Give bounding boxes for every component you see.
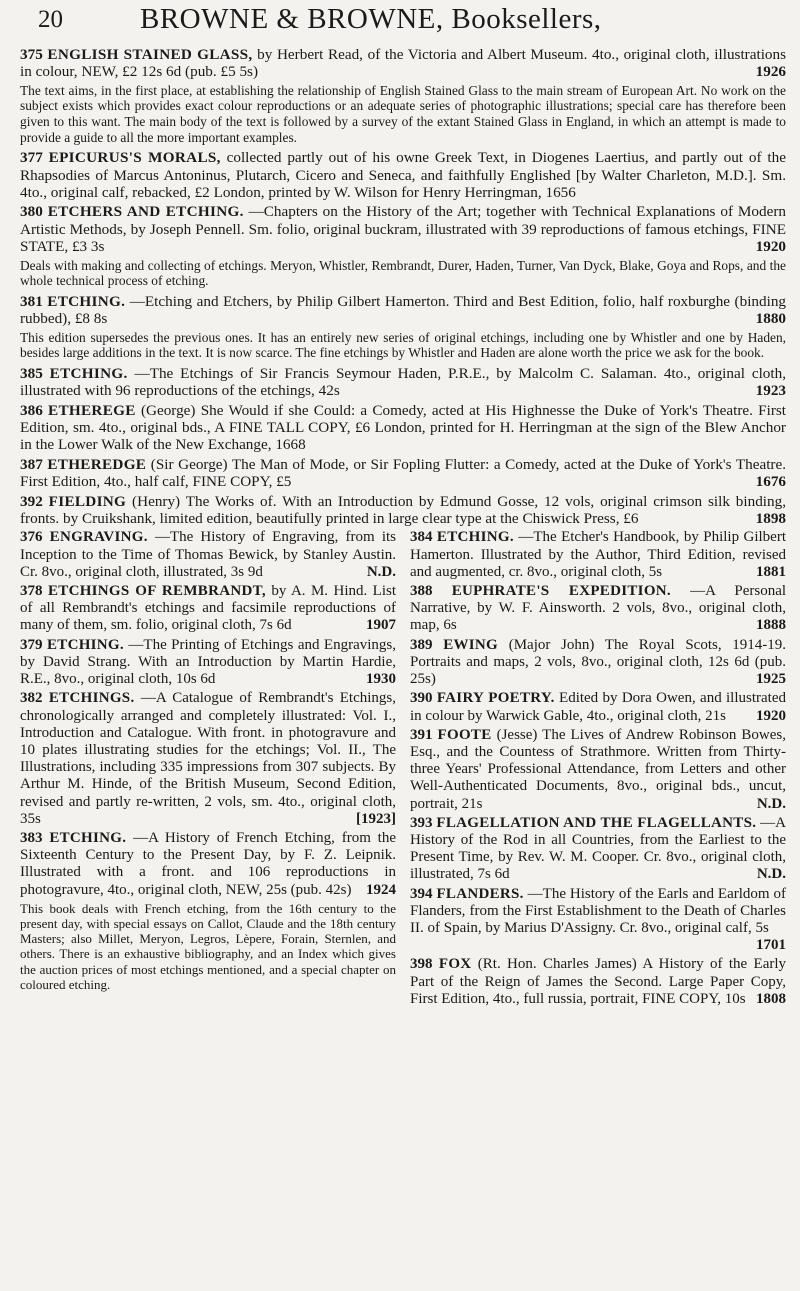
entry-title: FLAGELLATION AND THE FLAGELLANTS. bbox=[436, 814, 757, 831]
entry-title: ETCHINGS OF REMBRANDT, bbox=[47, 583, 266, 600]
entry-year: N.D. bbox=[366, 563, 396, 580]
catalogue-entry bbox=[20, 690, 396, 828]
entry-title: ETHEREDGE bbox=[47, 455, 147, 473]
entry-year: [1923] bbox=[356, 810, 396, 827]
lot-number: 390 bbox=[410, 690, 433, 707]
entry-note: This edition supersedes the previous ones. It has an entirely new series of original etchings, including one by Whistler and one by Haden, besides large additions in the text. It is now scarce. The fine etchings by Whistler and Haden are alone worth the price we ask for the book. bbox=[20, 329, 786, 361]
entry-year: 1808 bbox=[756, 990, 786, 1007]
entry-title: ETCHERS AND ETCHING. bbox=[47, 203, 244, 221]
full-width-entries bbox=[20, 46, 786, 527]
entry-year: 1925 bbox=[756, 671, 786, 688]
entry-description: —Chapters on the History of the Art; together with Technical Explanations of Modern Artistic Methods, by Joseph Pennell. Sm. folio, original buckram, illustrated with 39 reproductions of famous etchings, FINE STATE, £3 3s bbox=[20, 203, 787, 256]
entry-title: FLANDERS. bbox=[436, 885, 524, 902]
entry-description: —The Etcher's Handbook, by Philip Gilbert Hamerton. Illustrated by the Author, Third Edition, revised and augmented, cr. 8vo., original cloth, 5s bbox=[410, 529, 787, 580]
entry-year: 1880 bbox=[755, 310, 786, 328]
catalogue-entry bbox=[20, 293, 786, 328]
entry-description: —The History of the Earls and Earldom of Flanders, from the First Establishment to the Death of Charles II. of Spain, by Marius D'Assigny. Cr. 8vo., original calf, 5s bbox=[410, 885, 786, 936]
catalogue-entry bbox=[20, 46, 786, 81]
entry-year: N.D. bbox=[756, 795, 786, 812]
entry-year: 1701 bbox=[756, 937, 786, 954]
entry-year: N.D. bbox=[756, 866, 786, 883]
two-column-section bbox=[20, 529, 786, 1009]
catalogue-entry bbox=[410, 529, 786, 581]
entry-note: This book deals with French etching, from the 16th century to the present day, with special essays on Callot, Claude and the 18th century Masters; also Millet, Meryon, Legros, Lèpere, Forain, Sternlen, and others. There is an exhaustive bibliography, and an Index which gives the auction prices of most etchings mentioned, and a special chapter on coloured etching. bbox=[20, 900, 396, 992]
entry-title: ETCHINGS. bbox=[48, 690, 135, 707]
catalogue-entry bbox=[410, 815, 786, 884]
entry-year: 1898 bbox=[755, 510, 786, 528]
entry-title: EPICURUS'S MORALS, bbox=[48, 149, 221, 167]
entry-year: 1907 bbox=[366, 617, 396, 634]
entry-description: Edited by Dora Owen, and illustrated in colour by Warwick Gable, 4to., original cloth, 21s bbox=[410, 690, 786, 724]
entry-description: —A History of the Rod in all Countries, from the Earliest to the Present Time, by Rev. W. M. Cooper. Cr. 8vo., original cloth, illustrated, 7s 6d bbox=[410, 814, 787, 883]
entry-description: —Etching and Etchers, by Philip Gilbert Hamerton. Third and Best Edition, folio, half roxburghe (binding rubbed), £8 8s bbox=[20, 292, 787, 328]
catalogue-entry bbox=[410, 886, 786, 955]
lot-number: 385 bbox=[20, 364, 43, 382]
lot-number: 394 bbox=[410, 885, 433, 902]
catalogue-entry bbox=[410, 727, 786, 813]
lot-number: 386 bbox=[20, 401, 43, 419]
entry-description: (Rt. Hon. Charles James) A History of the Early Part of the Reign of James the Second. Large Paper Copy, First Edition, 4to., full russia, portrait, FINE COPY, 10s bbox=[410, 956, 787, 1007]
lot-number: 392 bbox=[20, 492, 43, 510]
entry-year: 1924 bbox=[366, 881, 396, 898]
entry-title: ETCHING. bbox=[49, 364, 128, 382]
entry-description: —The Printing of Etchings and Engravings, by David Strang. With an Introduction by Martin Hardie, R.E., 8vo., original cloth, 10s 6d bbox=[20, 636, 397, 688]
entry-title: FIELDING bbox=[48, 492, 127, 510]
entry-year: 1920 bbox=[756, 707, 786, 724]
entry-year: 1920 bbox=[755, 238, 786, 256]
entry-description: (Henry) The Works of. With an Introduction by Edmund Gosse, 12 vols, original crimson silk binding, fronts. by Cruikshank, limited edition, beautifully printed in large clear type at the Chiswick Press, £6 bbox=[20, 492, 787, 528]
entry-description: by Herbert Read, of the Victoria and Albert Museum. 4to., original cloth, illustrations in colour, NEW, £2 12s 6d (pub. £5 5s) bbox=[20, 46, 787, 81]
catalogue-entry bbox=[410, 956, 786, 1008]
lot-number: 379 bbox=[20, 636, 43, 653]
entry-year: 1923 bbox=[755, 382, 786, 400]
lot-number: 398 bbox=[410, 956, 433, 973]
entry-title: ENGRAVING. bbox=[49, 529, 148, 546]
catalogue-entry bbox=[20, 365, 786, 400]
lot-number: 383 bbox=[20, 829, 43, 846]
entry-year: 1926 bbox=[755, 63, 786, 81]
entry-title: ETCHING. bbox=[49, 829, 127, 846]
entry-title: ETCHING. bbox=[47, 292, 126, 310]
entry-description: —The Etchings of Sir Francis Seymour Haden, P.R.E., by Malcolm C. Salaman. 4to., original cloth, illustrated with 96 reproductions of the etchings, 42s bbox=[20, 364, 787, 400]
lot-number: 375 bbox=[20, 46, 43, 63]
lot-number: 384 bbox=[410, 529, 433, 546]
page-header bbox=[20, 0, 786, 46]
lot-number: 382 bbox=[20, 690, 43, 707]
running-title: BROWNE & BROWNE, Booksellers, bbox=[140, 3, 602, 35]
lot-number: 391 bbox=[410, 726, 433, 743]
entry-description: collected partly out of his owne Greek Text, in Diogenes Laertius, and partly out of the Rhapsodies of Marcus Antoninus, Plutarch, Cicero and Seneca, and faithfully Englished [by Walter Charleton, M.D.]. Sm. 4to., original calf, rebacked, £2 London, printed by W. Wilson for Henry Herringman, 1656 bbox=[20, 149, 786, 201]
catalogue-entry bbox=[410, 583, 786, 635]
entry-description: (George) She Would if she Could: a Comedy, acted at His Highnesse the Duke of York's Theatre. First Edition, sm. 4to., original bds., A FINE TALL COPY, £6 London, printed for H. Herringman at the sign of the Blew Anchor in the Lower Walk of the New Exchange, 1668 bbox=[20, 401, 787, 454]
entry-description: —A Catalogue of Rembrandt's Etchings, chronologically arranged and completely illustrated: Vol. I., Introduction and Catalogue. With front. in photogravure and 10 plates illustrating studies for the etchings; Vol. II., The Illustrations, including 335 impressions from 307 subjects. By Arthur M. Hinde, of the British Museum, Second Edition, revised and partly re-written, 2 vols, sm. 4to., original cloth, 35s bbox=[20, 690, 397, 827]
lot-number: 376 bbox=[20, 529, 43, 546]
entry-year: 1888 bbox=[756, 617, 786, 634]
catalogue-entry bbox=[20, 493, 786, 528]
entry-description: —The History of Engraving, from its Inception to the Time of Thomas Bewick, by Stanley Austin. Cr. 8vo., original cloth, illustrated, 3s 9d bbox=[20, 529, 396, 580]
entry-year: 1881 bbox=[756, 563, 786, 580]
catalogue-entry bbox=[20, 583, 396, 635]
catalogue-entry bbox=[20, 203, 786, 255]
entry-description: (Jesse) The Lives of Andrew Robinson Bowes, Esq., and the Countess of Strathmore. Written from Thirty-three Years' Professional Attendance, from Letters and other Well-Authenticated Documents, 8vo., original bds., uncut, portrait, 21s bbox=[410, 726, 787, 812]
catalogue-entry bbox=[20, 149, 786, 201]
page-number: 20 bbox=[38, 6, 63, 33]
entry-description: —A Personal Narrative, by W. F. Ainsworth. 2 vols, 8vo., original cloth, map, 6s bbox=[410, 583, 787, 634]
entry-description: (Major John) The Royal Scots, 1914-19. Portraits and maps, 2 vols, 8vo., original cloth, 12s 6d (pub. 25s) bbox=[410, 636, 786, 688]
entry-title: ENGLISH STAINED GLASS, bbox=[47, 46, 253, 63]
entry-title: FOOTE bbox=[437, 726, 492, 743]
entry-note: Deals with making and collecting of etchings. Meryon, Whistler, Rembrandt, Durer, Haden, Turner, Van Dyck, Blake, Goya and Rops, and the whole technical process of etching. bbox=[20, 257, 786, 289]
entry-year: 1676 bbox=[755, 473, 786, 491]
catalogue-entry bbox=[410, 637, 786, 689]
catalogue-entry bbox=[20, 402, 786, 454]
entry-title: FOX bbox=[438, 956, 472, 973]
lot-number: 389 bbox=[410, 636, 433, 653]
catalogue-entry bbox=[20, 456, 786, 491]
entry-note: The text aims, in the first place, at establishing the relationship of English Stained Glass to the main stream of European Art. No work on the subject exists which provides exact colour reproductions or an adequate series of photographic illustrations; special care has therefore been given to this want. The main body of the text is followed by a survey of the extant Stained Glass in England, in which an attempt is made to provide a guide to all the more important examples. bbox=[20, 82, 786, 145]
entry-title: ETCHING. bbox=[46, 636, 124, 653]
entry-year: 1930 bbox=[366, 671, 396, 688]
catalogue-entry bbox=[20, 529, 396, 581]
lot-number: 381 bbox=[20, 292, 43, 310]
catalogue-entry bbox=[410, 690, 786, 724]
lot-number: 377 bbox=[20, 149, 43, 167]
catalogue-entry bbox=[20, 830, 396, 899]
lot-number: 380 bbox=[20, 203, 43, 221]
lot-number: 387 bbox=[20, 455, 43, 473]
entry-description: (Sir George) The Man of Mode, or Sir Fopling Flutter: a Comedy, acted at the Duke of York's Theatre. First Edition, 4to., half calf, FINE COPY, £5 bbox=[20, 455, 787, 491]
lot-number: 388 bbox=[410, 583, 433, 600]
entry-description: by A. M. Hind. List of all Rembrandt's etchings and facsimile reproductions of many of them, sm. folio, original cloth, 7s 6d bbox=[20, 583, 397, 634]
lot-number: 393 bbox=[410, 814, 433, 831]
catalogue-entry bbox=[20, 637, 396, 689]
entry-title: ETCHING. bbox=[436, 529, 514, 546]
entry-title: ETHEREGE bbox=[48, 401, 136, 419]
lot-number: 378 bbox=[20, 583, 43, 600]
entry-title: FAIRY POETRY. bbox=[436, 690, 555, 707]
entry-title: EWING bbox=[443, 636, 499, 653]
entry-description: —A History of French Etching, from the Sixteenth Century to the Present Day, by F. Z. Leipnik. Illustrated with a front. and 106 reproductions in photogravure, 4to., original cloth, NEW, 25s (pub. 42s) bbox=[20, 829, 397, 898]
right-column bbox=[410, 529, 786, 1009]
left-column bbox=[20, 529, 396, 1009]
entry-title: EUPHRATE'S EXPEDITION. bbox=[451, 583, 671, 600]
